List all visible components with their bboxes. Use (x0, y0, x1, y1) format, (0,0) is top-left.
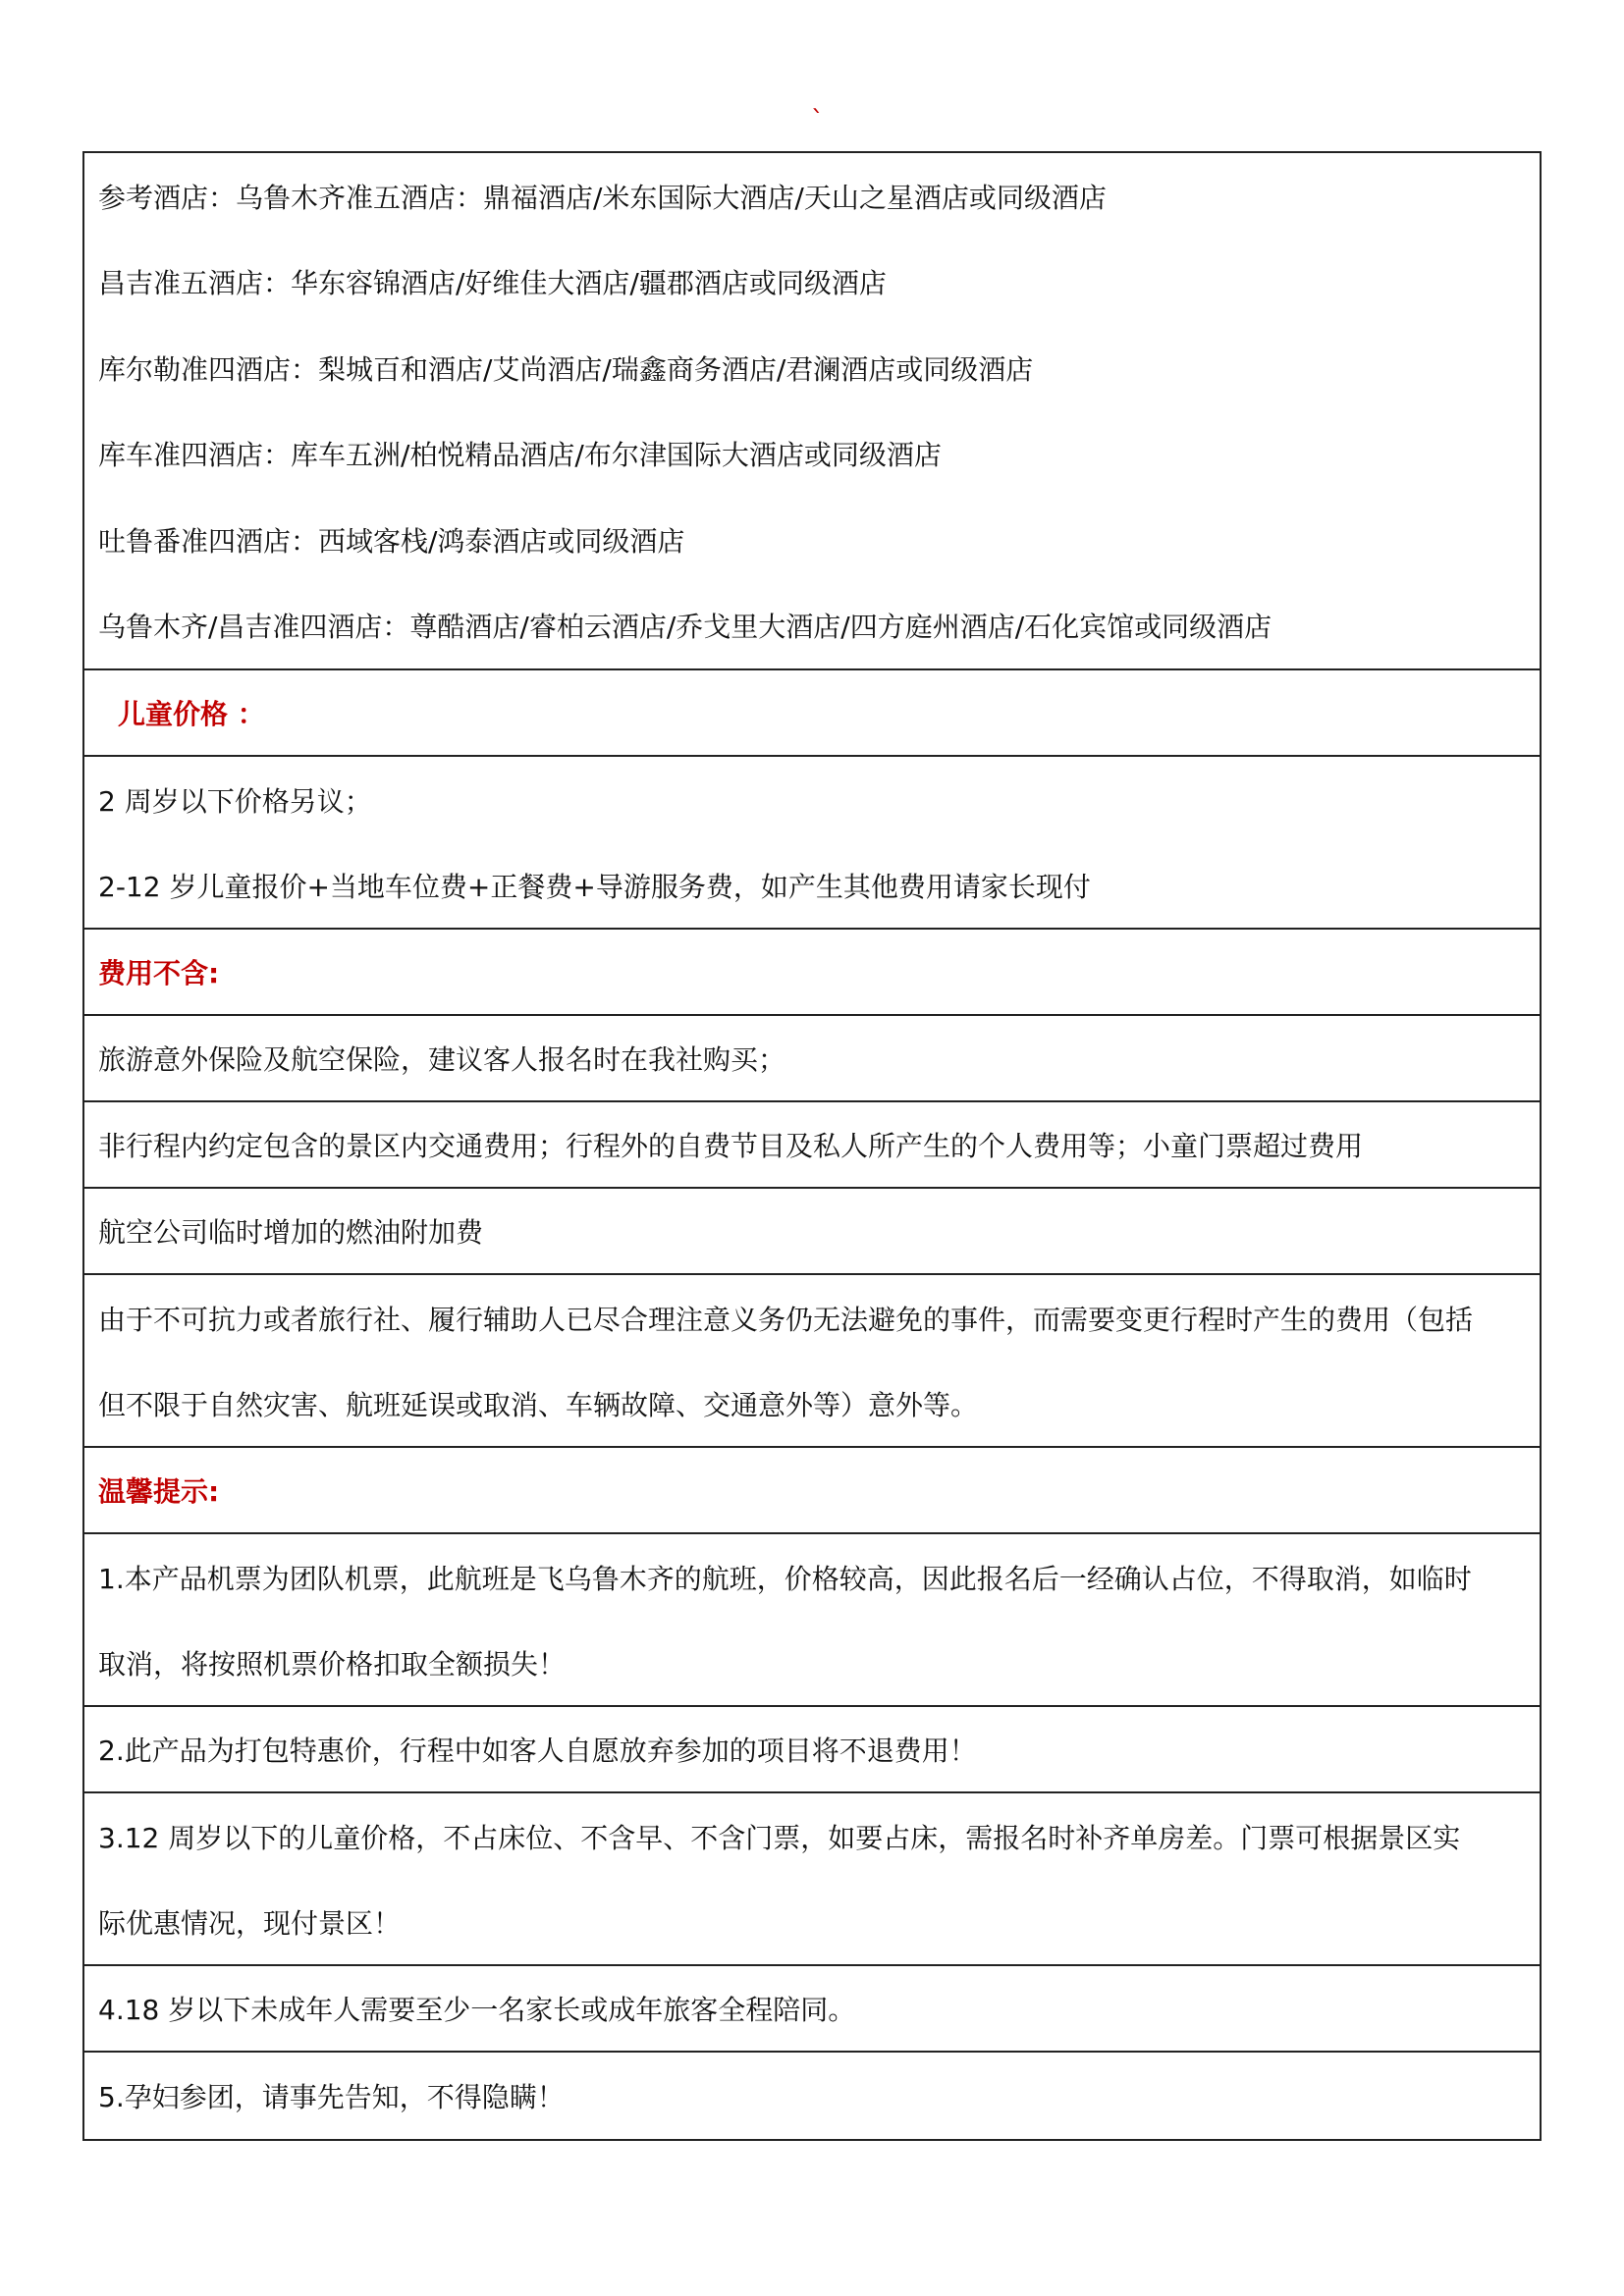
child-price-line: 2 周岁以下价格另议； (98, 784, 372, 818)
fee-excluded-text: 由于不可抗力或者旅行社、履行辅助人已尽合理注意义务仍无法避免的事件，而需要变更行程时产生的费用（包括 (98, 1303, 1474, 1336)
tip-item (84, 1793, 1540, 1966)
tip-text: 取消，将按照机票价格扣取全额损失！ (98, 1647, 567, 1681)
child-price-content (84, 757, 1540, 930)
tip-item (84, 1534, 1540, 1707)
header-mark: ` (811, 106, 824, 135)
hotel-line: 库尔勒准四酒店：梨城百和酒店/艾尚酒店/瑞鑫商务酒店/君澜酒店或同级酒店 (98, 352, 1034, 386)
fee-excluded-item (84, 1275, 1540, 1448)
fee-excluded-item (84, 1102, 1540, 1189)
info-table (82, 151, 1542, 2141)
tip-text: 4.18 岁以下未成年人需要至少一名家长或成年旅客全程陪同。 (98, 1994, 856, 2026)
reference-hotels-section (84, 153, 1540, 670)
child-price-title: 儿童价格 ： (118, 698, 265, 730)
hotel-line: 乌鲁木齐/昌吉准四酒店：尊酷酒店/睿柏云酒店/乔戈里大酒店/四方庭州酒店/石化宾馆或同级酒店 (98, 611, 1272, 644)
fee-excluded-text: 旅游意外保险及航空保险，建议客人报名时在我社购买； (98, 1043, 786, 1076)
tip-item (84, 1966, 1540, 2053)
fee-excluded-text: 航空公司临时增加的燃油附加费 (98, 1216, 484, 1249)
hotel-line: 参考酒店：乌鲁木齐准五酒店：鼎福酒店/米东国际大酒店/天山之星酒店或同级酒店 (98, 181, 1107, 214)
tips-header (84, 1448, 1540, 1534)
tip-text: 3.12 周岁以下的儿童价格，不占床位、不含早、不含门票，如要占床，需报名时补齐单房差。门票可根据景区实 (98, 1821, 1461, 1854)
child-price-line: 2-12 岁儿童报价+当地车位费+正餐费+导游服务费，如产生其他费用请家长现付 (98, 870, 1091, 903)
tip-text: 5.孕妇参团，请事先告知，不得隐瞒！ (98, 2081, 565, 2113)
tip-text: 1.本产品机票为团队机票，此航班是飞乌鲁木齐的航班，价格较高，因此报名后一经确认占位，不得取消，如临时 (98, 1562, 1472, 1595)
tips-title: 温馨提示: (98, 1475, 220, 1508)
hotel-line: 昌吉准五酒店：华东容锦酒店/好维佳大酒店/疆郡酒店或同级酒店 (98, 267, 887, 300)
tip-item (84, 1707, 1540, 1793)
fee-excluded-item (84, 1016, 1540, 1102)
tip-item (84, 2053, 1540, 2139)
fee-excluded-text: 非行程内约定包含的景区内交通费用；行程外的自费节目及私人所产生的个人费用等；小童门票超过费用 (98, 1130, 1364, 1162)
hotel-line: 库车准四酒店：库车五洲/柏悦精品酒店/布尔津国际大酒店或同级酒店 (98, 439, 942, 472)
fee-excluded-item (84, 1189, 1540, 1275)
fee-excluded-header (84, 930, 1540, 1016)
tip-text: 际优惠情况，现付景区！ (98, 1906, 402, 1940)
fee-excluded-text: 但不限于自然灾害、航班延误或取消、车辆故障、交通意外等）意外等。 (98, 1388, 979, 1421)
fee-excluded-title: 费用不含: (98, 957, 220, 989)
child-price-header (84, 670, 1540, 757)
tip-text: 2.此产品为打包特惠价，行程中如客人自愿放弃参加的项目将不退费用！ (98, 1735, 977, 1767)
hotel-line: 吐鲁番准四酒店：西域客栈/鸿泰酒店或同级酒店 (98, 524, 685, 558)
